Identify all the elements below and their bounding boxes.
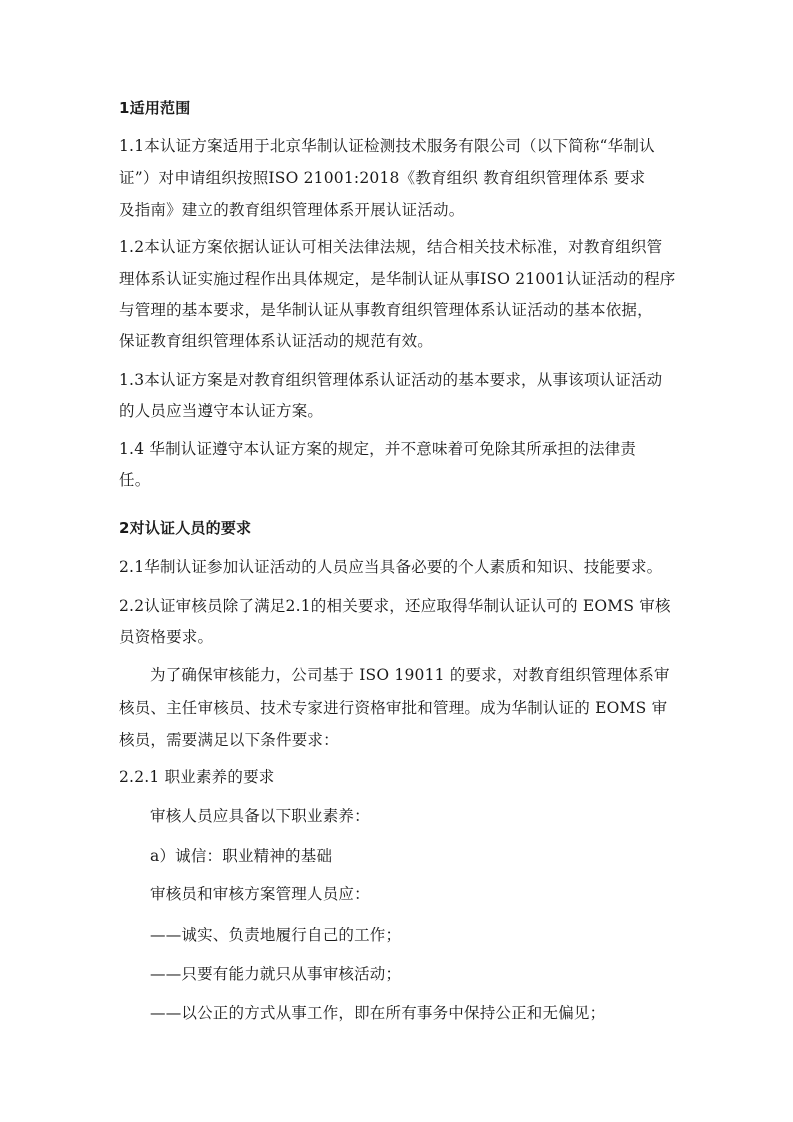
paragraph-1-1-line: 证”）对申请组织按照ISO 21001:2018《教育组织 教育组织管理体系 要求 [119, 169, 646, 187]
paragraph-1-1-line: 及指南》建立的教育组织管理体系开展认证活动。 [119, 201, 465, 219]
intro-paragraph-line: 核员、主任审核员、技术专家进行资格审批和管理。成为华制认证的 EOMS 审 [119, 699, 668, 717]
paragraph-1-4-line: 任。 [119, 471, 151, 489]
paragraph-1-2-line: 1.2本认证方案依据认证认可相关法律法规，结合相关技术标准，对教育组织管 [119, 238, 663, 256]
intro-paragraph-line: 为了确保审核能力，公司基于 ISO 19011 的要求，对教育组织管理体系审 [150, 666, 670, 684]
paragraph-1-2-line: 与管理的基本要求，是华制认证从事教育组织管理体系认证活动的基本依据， [119, 301, 653, 319]
paragraph-2-2-line: 2.2认证审核员除了满足2.1的相关要求，还应取得华制认证认可的 EOMS 审核 [119, 597, 671, 615]
intro-paragraph-line: 核员，需要满足以下条件要求： [119, 731, 339, 749]
paragraph-1-3-line: 的人员应当遵守本认证方案。 [119, 402, 324, 420]
dash-item: ——只要有能力就只从事审核活动； [150, 965, 402, 983]
subsection-2-2-1-heading: 2.2.1 职业素养的要求 [119, 768, 275, 786]
literacy-intro: 审核人员应具备以下职业素养： [150, 807, 370, 825]
dash-item: ——以公正的方式从事工作，即在所有事务中保持公正和无偏见； [150, 1004, 606, 1022]
paragraph-1-4-line: 1.4 华制认证遵守本认证方案的规定，并不意味着可免除其所承担的法律责 [119, 440, 637, 458]
dash-item: ——诚实、负责地履行自己的工作； [150, 926, 402, 944]
paragraph-2-2-line: 员资格要求。 [119, 628, 214, 646]
section-1-heading: 1适用范围 [119, 99, 191, 117]
staff-intro: 审核员和审核方案管理人员应： [150, 885, 370, 903]
section-2-heading: 2对认证人员的要求 [119, 519, 252, 537]
item-a: a）诚信：职业精神的基础 [150, 847, 333, 865]
paragraph-1-1-line: 1.1本认证方案适用于北京华制认证检测技术服务有限公司（以下简称“华制认 [119, 137, 655, 155]
paragraph-1-2-line: 保证教育组织管理体系认证活动的规范有效。 [119, 332, 434, 350]
paragraph-1-2-line: 理体系认证实施过程作出具体规定，是华制认证从事ISO 21001认证活动的程序 [119, 270, 676, 288]
paragraph-2-1: 2.1华制认证参加认证活动的人员应当具备必要的个人素质和知识、技能要求。 [119, 558, 663, 576]
paragraph-1-3-line: 1.3本认证方案是对教育组织管理体系认证活动的基本要求，从事该项认证活动 [119, 371, 663, 389]
